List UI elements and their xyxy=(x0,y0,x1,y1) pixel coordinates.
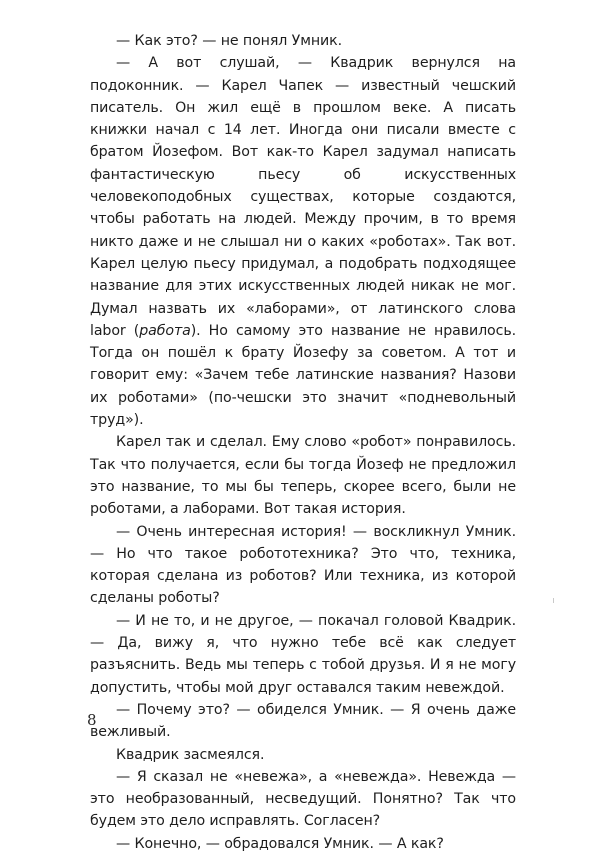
scan-speck xyxy=(553,598,554,603)
paragraph-2-text-after: ). Но самому это название не нравилось. Тогда он пошёл к брату Йозефу за советом. А тот и говорит ему: «Зачем тебе латинские названия? Назови их роботами» (по-чешски это значит «подневольный труд»). xyxy=(90,322,517,429)
paragraph-1: — Как это? — не понял Умник. xyxy=(116,33,342,49)
paragraph-5: — И не то, и не другое, — покачал головой Квадрик. — Да, вижу я, что нужно тебе всё как следует разъяснить. Ведь мы теперь с тобой друзья. И я не могу допустить, чтобы мой друг оставался таким невеждой. xyxy=(90,612,516,696)
paragraph-7: Квадрик засмеялся. xyxy=(116,746,265,763)
book-page xyxy=(90,30,516,855)
paragraph-9: — Конечно, — обрадовался Умник. — А как? xyxy=(116,835,444,852)
paragraph-2-text-before: — А вот слушай, — Квадрик вернулся на подоконник. — Карел Чапек — известный чешский писатель. Он жил ещё в прошлом веке. А писать книжки начал с 14 лет. Иногда они писали вместе с братом Йозефом. Вот как-то Карел задумал написать фантастическую пьесу об искусственных человекоподобных существах, которые создаются, чтобы работать на людей. Между прочим, в то время никто даже и не слышал ни о каких «роботах». Так вот. Карел целую пьесу придумал, а подобрать подходящее название для этих искусственных людей никак не мог. Думал назвать их «лаборами», от латинского слова labor ( xyxy=(90,55,516,339)
paragraph-2 xyxy=(90,52,516,431)
paragraph-6: — Почему это? — обиделся Умник. — Я очень даже вежливый. xyxy=(90,701,516,741)
paragraph-2-italic-word: работа xyxy=(139,322,191,339)
paragraph-8: — Я сказал не «невежа», а «невежда». Невежда — это необразованный, несведущий. Понятно? Так что будем это дело исправлять. Согласен? xyxy=(90,768,516,830)
paragraph-4: — Очень интересная история! — воскликнул Умник. — Но что такое робототехника? Это что, техника, которая сделана из роботов? Или техника, из которой сделаны роботы? xyxy=(90,523,516,607)
paragraph-3: Карел так и сделал. Ему слово «робот» понравилось. Так что получается, если бы тогда Йозеф не предложил это название, то мы бы теперь, скорее всего, были не роботами, а лаборами. Вот такая история. xyxy=(90,434,516,518)
page-number: 8 xyxy=(87,711,97,729)
